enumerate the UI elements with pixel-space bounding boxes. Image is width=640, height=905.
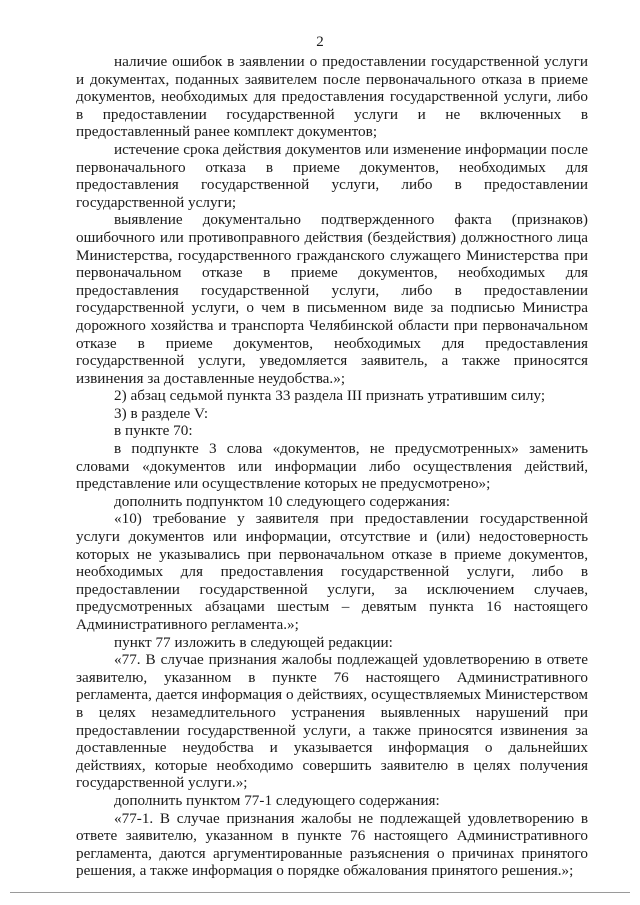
paragraph: в подпункте 3 слова «документов, не предусмотренных» заменить словами «документов или информации либо осуществления действий, представление или осуществление которых не предусмотрено»; [76, 440, 588, 493]
paragraph: дополнить подпунктом 10 следующего содержания: [114, 492, 451, 510]
paragraph: 3) в разделе V: [114, 404, 209, 422]
paragraph: 2) абзац седьмой пункта 33 раздела III признать утратившим силу; [114, 387, 546, 405]
paragraph: наличие ошибок в заявлении о предоставлении государственной услуги и документах, поданных заявителем после первоначального отказа в приеме документов, необходимых для предоставления государственной услуги, либо в предоставлении государственной услуги и не включенных в предоставленный ранее комплект документов; [76, 53, 588, 141]
paragraph: пункт 77 изложить в следующей редакции: [114, 633, 393, 651]
paragraph: истечение срока действия документов или изменение информации после первоначального отказа в приеме документов, необходимых для предоставления государственной услуги, либо в предоставлении государственной услуги; [76, 140, 588, 211]
footer-rule [10, 892, 630, 893]
paragraph: «77-1. В случае признания жалобы не подлежащей удовлетворению в ответе заявителю, указанном в пункте 76 настоящего Административного регламента, даются аргументированные разъяснения о причинах принятого решения, а также информация о порядке обжалования принятого решения.»; [76, 809, 588, 880]
paragraph: выявление документально подтвержденного факта (признаков) ошибочного или противоправного действия (бездействия) должностного лица Министерства, государственного гражданского служащего Министерства при первоначальном отказе в приеме документов, необходимых для предоставления государственной услуги, либо в предоставлении государственной услуги, о чем в письменном виде за подписью Министра дорожного хозяйства и транспорта Челябинской области при первоначальном отказе в приеме документов, необходимых для предоставления государственной услуги, уведомляется заявитель, а также приносятся извинения за доставленные неудобства.»; [76, 211, 588, 387]
paragraph: «10) требование у заявителя при предоставлении государственной услуги документов или информации, отсутствие и (или) недостоверность которых не указывались при первоначальном отказе в приеме документов, необходимых для предоставления государственной услуги, либо в предоставлении государственной услуги, за исключением случаев, предусмотренных абзацами шестым – девятым пункта 16 настоящего Административного регламента.»; [76, 510, 588, 633]
document-body [76, 53, 588, 880]
paragraph: «77. В случае признания жалобы подлежащей удовлетворению в ответе заявителю, указанном в пункте 76 настоящего Административного регламента, дается информация о действиях, осуществляемых Министерством в целях незамедлительного устранения выявленных нарушений при предоставлении государственной услуги, а также приносятся извинения за доставленные неудобства и указывается информация о дальнейших действиях, которые необходимо совершить заявителю в целях получения государственной услуги.»; [76, 651, 588, 792]
page-number: 2 [316, 34, 324, 50]
paragraph: дополнить пунктом 77-1 следующего содержания: [114, 791, 440, 809]
paragraph: в пункте 70: [114, 422, 193, 440]
